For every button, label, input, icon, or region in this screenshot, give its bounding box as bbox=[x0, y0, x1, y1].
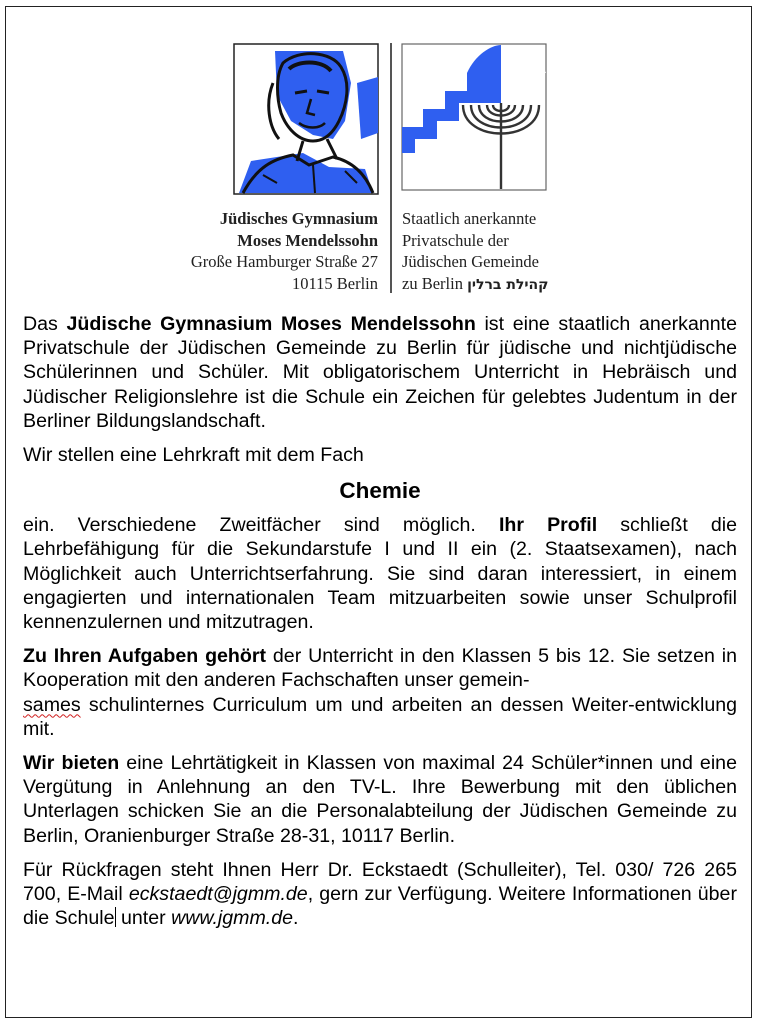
school-name-line2: Moses Mendelssohn bbox=[237, 230, 378, 250]
status-line4 bbox=[402, 273, 602, 297]
address-street: Große Hamburger Straße 27 bbox=[190, 252, 378, 271]
logo-divider bbox=[390, 43, 392, 293]
profile-part2: schließt die Lehrbefähigung für die Sekundarstufe I und II ein (2. Staatsexamen), nach Möglichkeit auch Unterrichtserfahrung. Sie sind daran interessiert, in einem engagierten und internationalen Team mitzuarbeiten sowie unser Schulprofil kennenzulernen und mitzutragen. bbox=[23, 514, 737, 634]
offer-lead: Wir stellen eine Lehrkraft mit dem Fach bbox=[23, 444, 364, 467]
spellcheck-flagged-word[interactable]: sames bbox=[23, 693, 81, 716]
intro-school-name: Jüdische Gymnasium Moses Mendelssohn bbox=[66, 313, 476, 335]
contact-part3: unter bbox=[120, 907, 166, 930]
contact-part1: Für Rückfragen steht Ihnen Herr Dr. Eckstaedt (Schulleiter), Tel. 030/ 726 265 700, E-Mail bbox=[23, 858, 737, 906]
intro-paragraph bbox=[23, 312, 737, 433]
contact-part2: , gern zur Verfügung. Weitere Informationen über die Schule bbox=[23, 883, 737, 930]
tasks-part2: schulinternes Curriculum um und arbeiten an dessen Weiter-entwicklung mit. bbox=[23, 693, 738, 740]
status-line4-hebrew: קהילת ברלין bbox=[467, 276, 549, 293]
benefits-bold: Wir bieten bbox=[23, 752, 120, 775]
tasks-bold: Zu Ihren Aufgaben gehört bbox=[23, 645, 267, 668]
subject-heading: Chemie bbox=[339, 478, 421, 504]
benefits-paragraph bbox=[23, 751, 737, 848]
profile-paragraph bbox=[23, 513, 737, 634]
profile-bold: Ihr Profil bbox=[498, 514, 598, 537]
profile-part1: ein. Verschiedene Zweitfächer sind möglich. bbox=[23, 514, 476, 537]
mendelssohn-portrait-icon bbox=[233, 43, 379, 195]
benefits-rest: eine Lehrtätigkeit in Klassen von maximal 24 Schüler*innen und eine Vergütung in Anlehnung an den TV-L. Ihre Bewerbung mit den üblichen Unterlagen schicken Sie an die Personalabteilung der Jüdischen Gemeinde zu Berlin, Oranienburger Straße 28-31, 10117 Berlin. bbox=[23, 752, 737, 847]
contact-email[interactable]: eckstaedt@jgmm.de bbox=[128, 883, 308, 906]
school-status-block bbox=[402, 208, 602, 296]
status-line4-prefix: zu Berlin bbox=[402, 273, 463, 293]
menorah-icon bbox=[401, 43, 547, 191]
intro-lead: Das bbox=[23, 313, 58, 335]
school-address-block bbox=[150, 208, 378, 294]
address-city: 10115 Berlin bbox=[291, 273, 378, 293]
status-line1: Staatlich anerkannte bbox=[402, 209, 537, 228]
contact-website[interactable]: www.jgmm.de bbox=[171, 907, 294, 930]
contact-paragraph bbox=[23, 858, 737, 931]
job-posting-body bbox=[23, 312, 737, 940]
tasks-part1: der Unterricht in den Klassen 5 bis 12. Sie setzen in Kooperation mit den anderen Fachschaften unser gemein- bbox=[23, 645, 737, 692]
contact-end: . bbox=[293, 907, 299, 930]
tasks-paragraph bbox=[23, 644, 737, 741]
school-name-line1: Jüdisches Gymnasium bbox=[219, 209, 378, 228]
status-line3: Jüdischen Gemeinde bbox=[402, 252, 540, 271]
status-line2: Privatschule der bbox=[402, 230, 509, 250]
intro-rest: ist eine staatlich anerkannte Privatschule der Jüdischen Gemeinde zu Berlin für jüdische und nichtjüdische Schülerinnen und Schüler. Mit obligatorischem Unterricht in Hebräisch und Jüdischer Religionslehre ist die Schule ein Zeichen für gelebtes Judentum in der Berliner Bildungslandschaft. bbox=[23, 313, 737, 432]
text-cursor bbox=[115, 907, 116, 927]
